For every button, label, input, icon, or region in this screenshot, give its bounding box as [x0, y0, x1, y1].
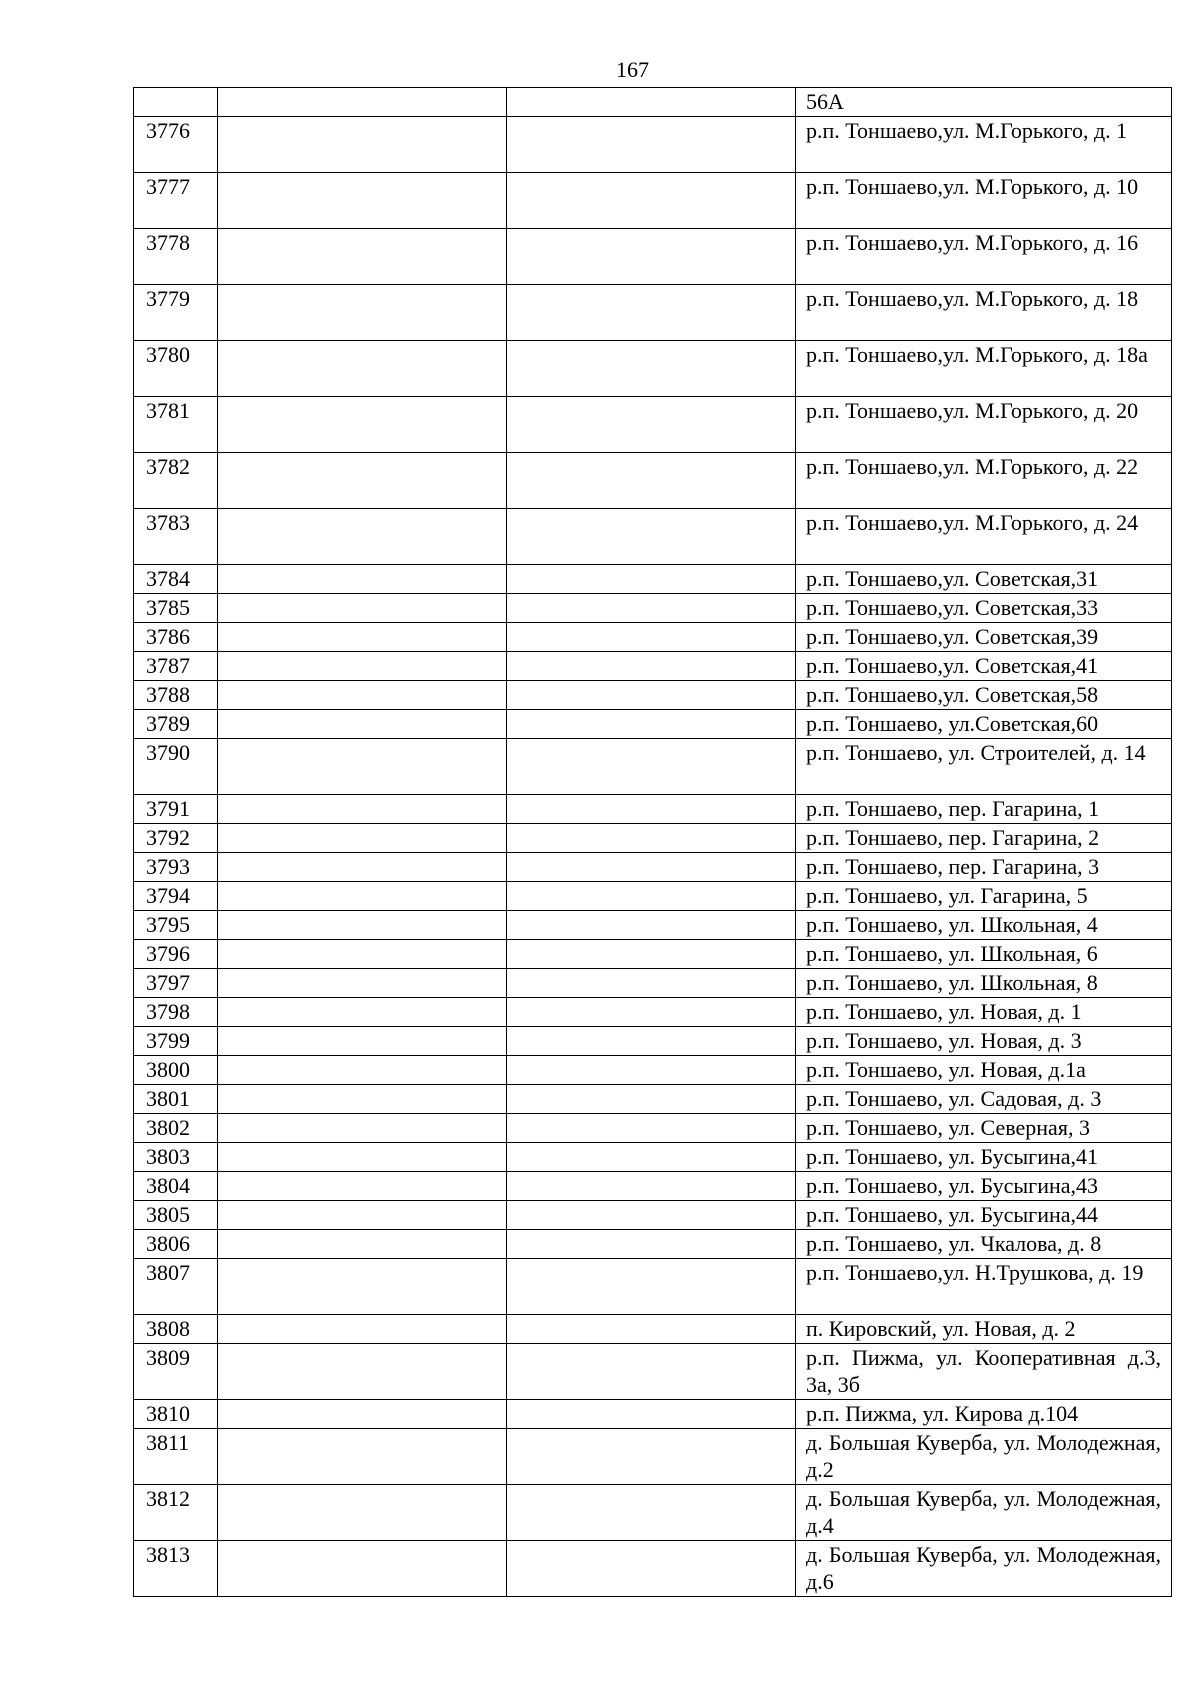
- table-row: [134, 285, 1172, 341]
- empty-cell: [507, 681, 796, 710]
- empty-cell: [507, 652, 796, 681]
- address-cell: д. Большая Куверба, ул. Молодежная, д.2: [796, 1429, 1172, 1485]
- empty-cell: [218, 1201, 507, 1230]
- table-row: [134, 1230, 1172, 1259]
- empty-cell: [507, 1201, 796, 1230]
- empty-cell: [218, 1114, 507, 1143]
- empty-cell: [218, 1400, 507, 1429]
- empty-cell: [507, 911, 796, 940]
- address-cell: р.п. Тоншаево, ул.Советская,60: [796, 710, 1172, 739]
- address-cell: р.п. Тоншаево, ул. Школьная, 8: [796, 969, 1172, 998]
- row-number-cell: 3802: [134, 1114, 218, 1143]
- row-number-cell: 3806: [134, 1230, 218, 1259]
- row-number-cell: 3808: [134, 1315, 218, 1344]
- table-row: [134, 341, 1172, 397]
- table-row: [134, 1027, 1172, 1056]
- table-row: [134, 652, 1172, 681]
- row-number-cell: 3779: [134, 285, 218, 341]
- address-cell: р.п. Тоншаево,ул. М.Горького, д. 20: [796, 397, 1172, 453]
- row-number-cell: 3797: [134, 969, 218, 998]
- empty-cell: [507, 1315, 796, 1344]
- table-row: [134, 173, 1172, 229]
- table-row: [134, 1400, 1172, 1429]
- row-number-cell: 3776: [134, 117, 218, 173]
- empty-cell: [507, 940, 796, 969]
- empty-cell: [507, 1143, 796, 1172]
- empty-cell: [507, 1541, 796, 1597]
- empty-cell: [507, 739, 796, 795]
- row-number-cell: 3804: [134, 1172, 218, 1201]
- empty-cell: [218, 882, 507, 911]
- empty-cell: [218, 911, 507, 940]
- empty-cell: [218, 229, 507, 285]
- address-cell: р.п. Тоншаево, ул. Чкалова, д. 8: [796, 1230, 1172, 1259]
- empty-cell: [507, 824, 796, 853]
- table-row: [134, 88, 1172, 117]
- empty-cell: [507, 710, 796, 739]
- address-cell: р.п. Тоншаево,ул. Советская,33: [796, 594, 1172, 623]
- row-number-cell: 3799: [134, 1027, 218, 1056]
- empty-cell: [507, 853, 796, 882]
- empty-cell: [218, 565, 507, 594]
- empty-cell: [218, 1315, 507, 1344]
- empty-cell: [218, 117, 507, 173]
- row-number-cell: 3782: [134, 453, 218, 509]
- address-cell: р.п. Тоншаево,ул. М.Горького, д. 22: [796, 453, 1172, 509]
- address-cell: р.п. Тоншаево, ул. Садовая, д. 3: [796, 1085, 1172, 1114]
- table-row: [134, 1085, 1172, 1114]
- address-cell: р.п. Тоншаево, ул. Строителей, д. 14: [796, 739, 1172, 795]
- row-number-cell: 3784: [134, 565, 218, 594]
- address-cell: р.п. Тоншаево, ул. Новая, д. 3: [796, 1027, 1172, 1056]
- empty-cell: [218, 1485, 507, 1541]
- empty-cell: [218, 1056, 507, 1085]
- table-row: [134, 623, 1172, 652]
- empty-cell: [218, 1027, 507, 1056]
- table-row: [134, 229, 1172, 285]
- row-number-cell: 3777: [134, 173, 218, 229]
- address-register-table: [133, 87, 1172, 1597]
- table-row: [134, 882, 1172, 911]
- empty-cell: [218, 623, 507, 652]
- empty-cell: [507, 565, 796, 594]
- empty-cell: [218, 940, 507, 969]
- row-number-cell: 3809: [134, 1344, 218, 1400]
- address-cell: р.п. Тоншаево, ул. Бусыгина,43: [796, 1172, 1172, 1201]
- address-cell: р.п. Тоншаево, пер. Гагарина, 1: [796, 795, 1172, 824]
- table-row: [134, 739, 1172, 795]
- table-row: [134, 853, 1172, 882]
- empty-cell: [218, 652, 507, 681]
- row-number-cell: 3781: [134, 397, 218, 453]
- address-cell: р.п. Тоншаево,ул. М.Горького, д. 18а: [796, 341, 1172, 397]
- row-number-cell: 3803: [134, 1143, 218, 1172]
- table-row: [134, 1143, 1172, 1172]
- address-cell: р.п. Тоншаево, ул. Бусыгина,41: [796, 1143, 1172, 1172]
- empty-cell: [507, 1344, 796, 1400]
- address-cell: р.п. Тоншаево, ул. Школьная, 6: [796, 940, 1172, 969]
- empty-cell: [507, 1485, 796, 1541]
- address-cell: р.п. Тоншаево, ул. Новая, д.1а: [796, 1056, 1172, 1085]
- address-cell: р.п. Тоншаево,ул. Советская,39: [796, 623, 1172, 652]
- address-cell: р.п. Тоншаево, ул. Бусыгина,44: [796, 1201, 1172, 1230]
- empty-cell: [507, 1230, 796, 1259]
- empty-cell: [218, 710, 507, 739]
- empty-cell: [218, 1541, 507, 1597]
- empty-cell: [218, 594, 507, 623]
- row-number-cell: 3793: [134, 853, 218, 882]
- row-number-cell: 3783: [134, 509, 218, 565]
- empty-cell: [218, 853, 507, 882]
- row-number-cell: 3798: [134, 998, 218, 1027]
- empty-cell: [218, 998, 507, 1027]
- table-row: [134, 1541, 1172, 1597]
- table-row: [134, 1172, 1172, 1201]
- empty-cell: [218, 1085, 507, 1114]
- address-cell: р.п. Тоншаево, ул. Новая, д. 1: [796, 998, 1172, 1027]
- address-cell: р.п. Пижма, ул. Кооперативная д.3, 3а, 3б: [796, 1344, 1172, 1400]
- table-row: [134, 1056, 1172, 1085]
- table-row: [134, 1315, 1172, 1344]
- address-cell: д. Большая Куверба, ул. Молодежная, д.6: [796, 1541, 1172, 1597]
- row-number-cell: 3791: [134, 795, 218, 824]
- address-cell: р.п. Тоншаево,ул. Советская,58: [796, 681, 1172, 710]
- row-number-cell: 3801: [134, 1085, 218, 1114]
- table-row: [134, 795, 1172, 824]
- empty-cell: [218, 1429, 507, 1485]
- table-row: [134, 824, 1172, 853]
- row-number-cell: 3811: [134, 1429, 218, 1485]
- address-cell: р.п. Тоншаево,ул. М.Горького, д. 10: [796, 173, 1172, 229]
- empty-cell: [218, 795, 507, 824]
- empty-cell: [507, 594, 796, 623]
- empty-cell: [218, 285, 507, 341]
- address-cell: р.п. Тоншаево, ул. Школьная, 4: [796, 911, 1172, 940]
- table-row: [134, 1201, 1172, 1230]
- table-row: [134, 509, 1172, 565]
- address-cell: р.п. Тоншаево,ул. Н.Трушкова, д. 19: [796, 1259, 1172, 1315]
- empty-cell: [507, 1259, 796, 1315]
- empty-cell: [507, 285, 796, 341]
- empty-cell: [218, 173, 507, 229]
- table-row: [134, 1429, 1172, 1485]
- row-number-cell: 3794: [134, 882, 218, 911]
- empty-cell: [218, 88, 507, 117]
- row-number-cell: 3792: [134, 824, 218, 853]
- empty-cell: [218, 397, 507, 453]
- empty-cell: [507, 1400, 796, 1429]
- empty-cell: [218, 1259, 507, 1315]
- row-number-cell: 3786: [134, 623, 218, 652]
- empty-cell: [507, 341, 796, 397]
- empty-cell: [507, 1429, 796, 1485]
- empty-cell: [507, 1085, 796, 1114]
- table-row: [134, 911, 1172, 940]
- address-cell: д. Большая Куверба, ул. Молодежная, д.4: [796, 1485, 1172, 1541]
- address-cell: р.п. Тоншаево,ул. М.Горького, д. 1: [796, 117, 1172, 173]
- empty-cell: [218, 341, 507, 397]
- empty-cell: [507, 509, 796, 565]
- row-number-cell: 3789: [134, 710, 218, 739]
- address-cell: р.п. Тоншаево, ул. Гагарина, 5: [796, 882, 1172, 911]
- empty-cell: [218, 1230, 507, 1259]
- empty-cell: [218, 1172, 507, 1201]
- address-cell: р.п. Тоншаево,ул. М.Горького, д. 16: [796, 229, 1172, 285]
- address-cell: 56А: [796, 88, 1172, 117]
- row-number-cell: 3813: [134, 1541, 218, 1597]
- row-number-cell: 3778: [134, 229, 218, 285]
- row-number-cell: 3807: [134, 1259, 218, 1315]
- address-cell: р.п. Тоншаево, пер. Гагарина, 3: [796, 853, 1172, 882]
- table-row: [134, 594, 1172, 623]
- table-row: [134, 397, 1172, 453]
- table-row: [134, 998, 1172, 1027]
- empty-cell: [507, 623, 796, 652]
- empty-cell: [507, 998, 796, 1027]
- table-row: [134, 1114, 1172, 1143]
- address-cell: п. Кировский, ул. Новая, д. 2: [796, 1315, 1172, 1344]
- row-number-cell: 3788: [134, 681, 218, 710]
- table-row: [134, 1344, 1172, 1400]
- empty-cell: [507, 173, 796, 229]
- empty-cell: [218, 509, 507, 565]
- empty-cell: [507, 1172, 796, 1201]
- empty-cell: [507, 1056, 796, 1085]
- empty-cell: [218, 969, 507, 998]
- empty-cell: [507, 229, 796, 285]
- row-number-cell: 3780: [134, 341, 218, 397]
- row-number-cell: 3810: [134, 1400, 218, 1429]
- empty-cell: [218, 1143, 507, 1172]
- row-number-cell: 3796: [134, 940, 218, 969]
- empty-cell: [507, 795, 796, 824]
- address-cell: р.п. Тоншаево, пер. Гагарина, 2: [796, 824, 1172, 853]
- empty-cell: [507, 969, 796, 998]
- table-row: [134, 1259, 1172, 1315]
- address-cell: р.п. Тоншаево,ул. Советская,41: [796, 652, 1172, 681]
- empty-cell: [507, 882, 796, 911]
- empty-cell: [507, 1027, 796, 1056]
- address-cell: р.п. Тоншаево, ул. Северная, 3: [796, 1114, 1172, 1143]
- empty-cell: [218, 453, 507, 509]
- empty-cell: [218, 681, 507, 710]
- table-row: [134, 1485, 1172, 1541]
- table-row: [134, 969, 1172, 998]
- table-row: [134, 453, 1172, 509]
- row-number-cell: 3805: [134, 1201, 218, 1230]
- address-cell: р.п. Тоншаево,ул. М.Горького, д. 18: [796, 285, 1172, 341]
- address-cell: р.п. Тоншаево,ул. М.Горького, д. 24: [796, 509, 1172, 565]
- page-number: 167: [616, 57, 649, 82]
- row-number-cell: 3795: [134, 911, 218, 940]
- row-number-cell: [134, 88, 218, 117]
- table-body: [134, 88, 1172, 1597]
- empty-cell: [218, 824, 507, 853]
- row-number-cell: 3800: [134, 1056, 218, 1085]
- empty-cell: [218, 1344, 507, 1400]
- empty-cell: [218, 739, 507, 795]
- empty-cell: [507, 117, 796, 173]
- table-row: [134, 565, 1172, 594]
- address-cell: р.п. Пижма, ул. Кирова д.104: [796, 1400, 1172, 1429]
- row-number-cell: 3812: [134, 1485, 218, 1541]
- table-row: [134, 940, 1172, 969]
- row-number-cell: 3790: [134, 739, 218, 795]
- empty-cell: [507, 88, 796, 117]
- table-row: [134, 681, 1172, 710]
- address-cell: р.п. Тоншаево,ул. Советская,31: [796, 565, 1172, 594]
- row-number-cell: 3787: [134, 652, 218, 681]
- table-row: [134, 117, 1172, 173]
- table-row: [134, 710, 1172, 739]
- empty-cell: [507, 453, 796, 509]
- empty-cell: [507, 1114, 796, 1143]
- row-number-cell: 3785: [134, 594, 218, 623]
- empty-cell: [507, 397, 796, 453]
